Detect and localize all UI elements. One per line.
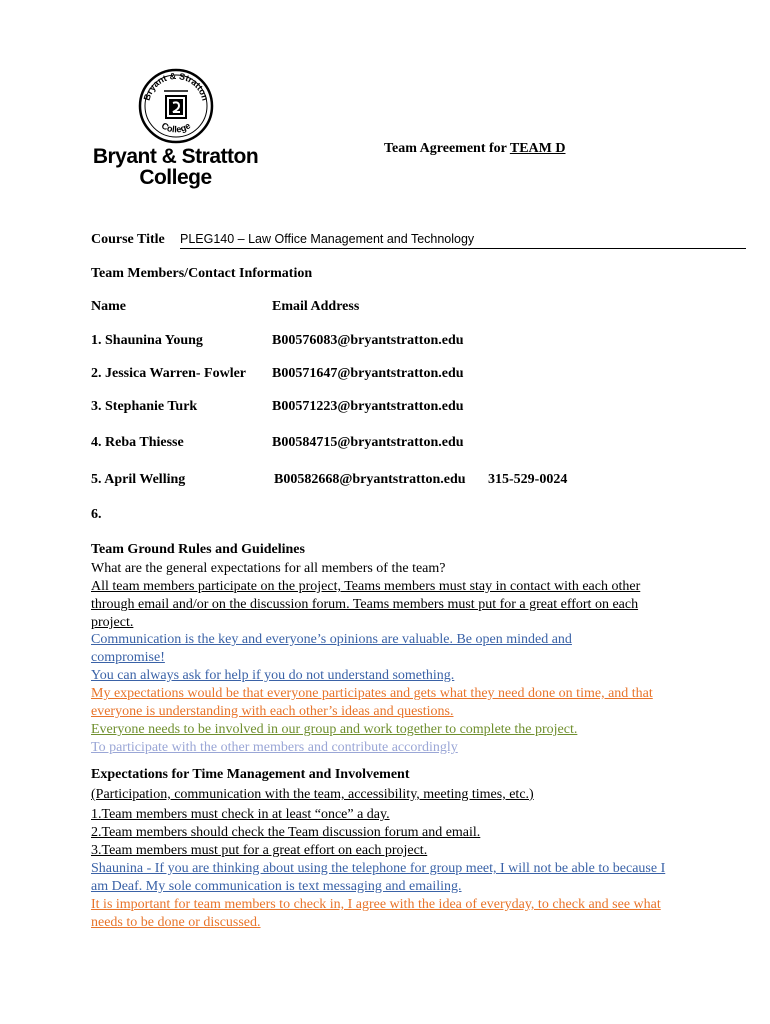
title-prefix: Team Agreement for <box>384 141 510 156</box>
college-logo <box>78 66 273 191</box>
member-empty-slot: 6. <box>91 507 102 522</box>
member-email: B00571223@bryantstratton.edu <box>272 399 464 414</box>
course-title-label: Course Title <box>91 232 165 247</box>
ground-rules-heading: Team Ground Rules and Guidelines <box>91 542 305 557</box>
ground-rule-response: You can always ask for help if you do not understand something. <box>91 668 455 683</box>
document-title <box>384 141 565 157</box>
seal-text-bottom: College <box>159 120 193 135</box>
time-management-subheading: (Participation, communication with the team, accessibility, meeting times, etc.) <box>91 787 534 802</box>
course-title-field[interactable]: PLEG140 – Law Office Management and Technology <box>180 231 746 249</box>
time-rule: 2.Team members should check the Team discussion forum and email. <box>91 825 481 840</box>
member-name: 2. Jessica Warren- Fowler <box>91 366 247 381</box>
ground-rule-response: Communication is the key and everyone’s opinions are valuable. Be open minded and compromise! <box>91 632 572 665</box>
name-column-header: Name <box>91 299 126 314</box>
member-name: 5. April Welling <box>91 472 186 487</box>
members-heading: Team Members/Contact Information <box>91 266 313 281</box>
member-name: 3. Stephanie Turk <box>91 399 198 414</box>
seal-text-top: Bryant & Stratton <box>141 70 211 102</box>
time-comment: It is important for team members to check in, I agree with the idea of everyday, to check and see what needs to be done or discussed. <box>91 897 661 930</box>
ground-rule-response: Everyone needs to be involved in our group and work together to complete the project. <box>91 722 578 737</box>
logo-name-line2: College <box>139 166 212 189</box>
team-name: TEAM D <box>509 141 566 156</box>
logo-name-line1: Bryant & Stratton <box>92 145 259 168</box>
member-email: B00584715@bryantstratton.edu <box>272 435 464 450</box>
member-email: B00582668@bryantstratton.edu <box>274 472 466 487</box>
email-column-header: Email Address <box>272 299 360 314</box>
time-management-heading: Expectations for Time Management and Involvement <box>91 767 410 782</box>
time-comment: Shaunina - If you are thinking about using the telephone for group meet, I will not be able to because I am Deaf. My sole communication is text messaging and emailing. <box>91 861 666 894</box>
college-seal-icon <box>78 66 273 146</box>
member-email: B00576083@bryantstratton.edu <box>272 333 464 348</box>
time-rule: 1.Team members must check in at least “once” a day. <box>91 807 390 822</box>
member-email: B00571647@bryantstratton.edu <box>272 366 464 381</box>
time-rule: 3.Team members must put for a great effort on each project. <box>91 843 428 858</box>
member-name: 1. Shaunina Young <box>91 333 203 348</box>
ground-rule-response: My expectations would be that everyone participates and gets what they need done on time, and that everyone is understanding with each other’s ideas and questions. <box>91 686 653 719</box>
ground-rule-response: To participate with the other members and contribute accordingly <box>91 740 458 755</box>
member-phone: 315-529-0024 <box>488 472 568 487</box>
ground-rule-response: All team members participate on the project, Teams members must stay in contact with each other through email and/or on the discussion forum. Teams members must put for a great effort on each project. <box>91 579 641 630</box>
member-name: 4. Reba Thiesse <box>91 435 184 450</box>
ground-rules-question: What are the general expectations for all members of the team? <box>91 561 446 576</box>
